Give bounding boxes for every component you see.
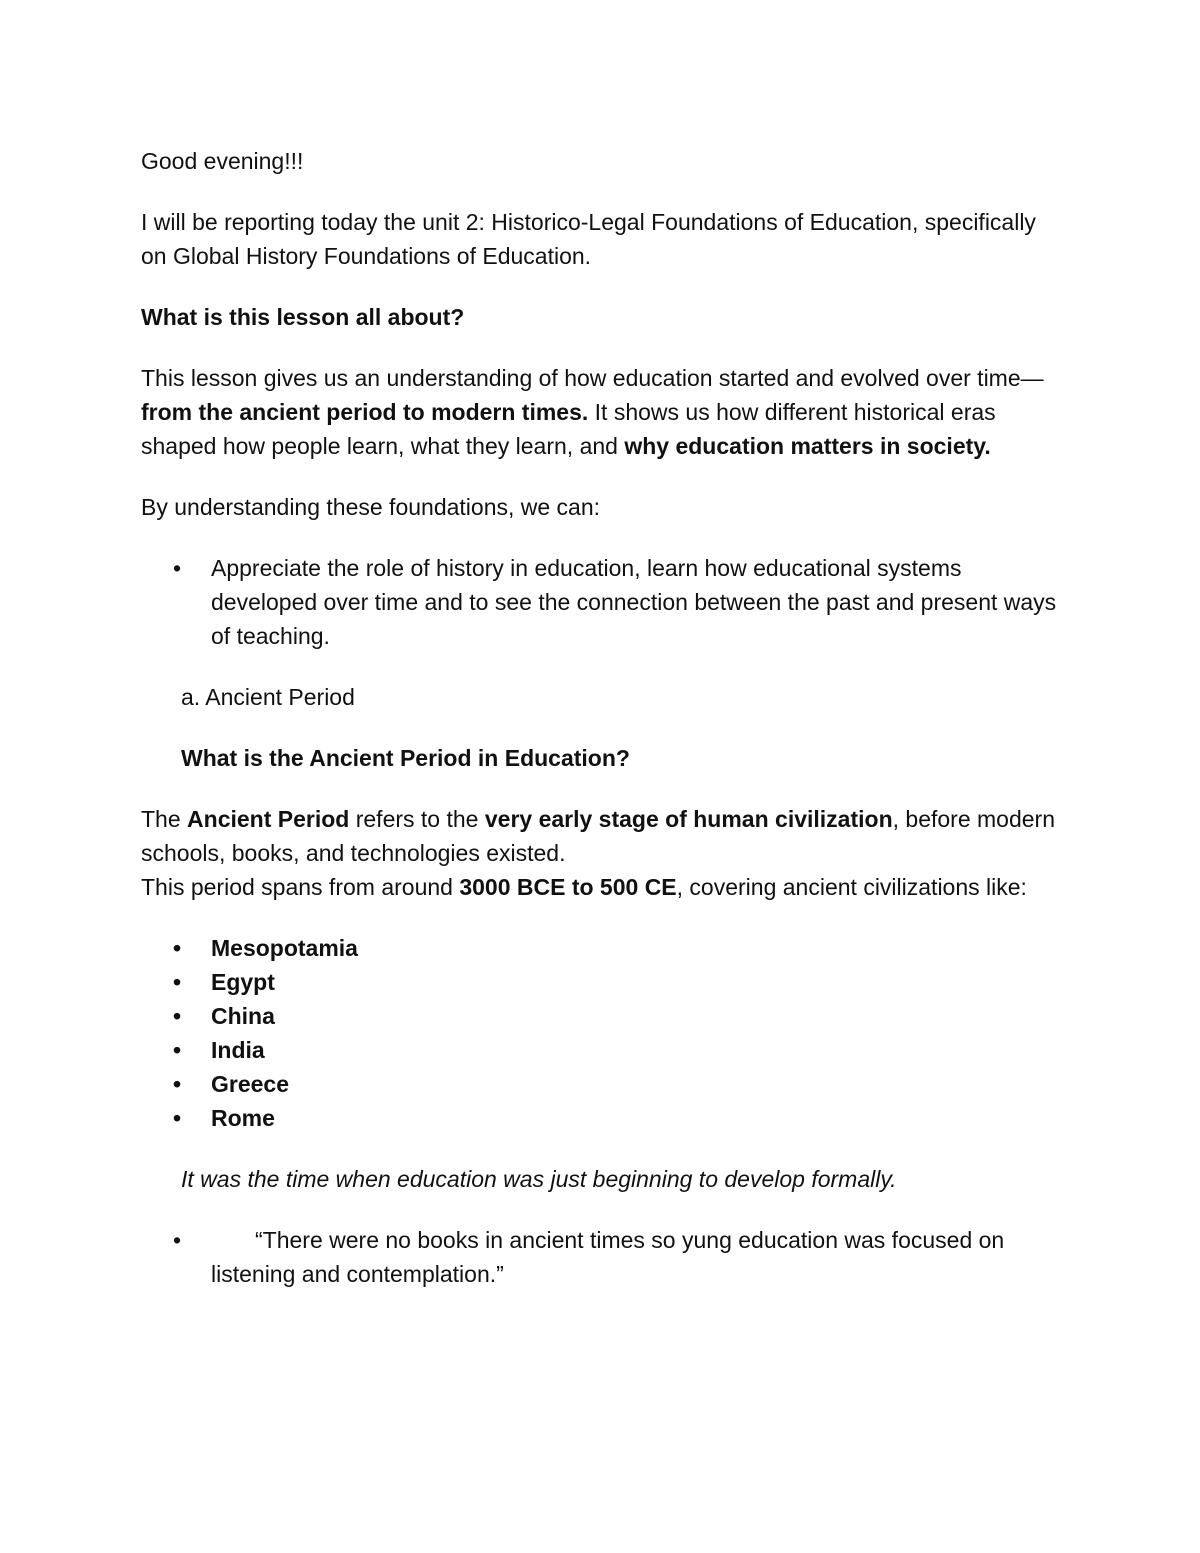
italic-note: It was the time when education was just beginning to develop formally. xyxy=(181,1166,897,1192)
quote-list xyxy=(141,1223,1061,1291)
ancient-paragraph-1: The Ancient Period refers to the very early stage of human civilization, before modern schools, books, and technologies existed. xyxy=(141,806,1055,866)
list-item: • Rome xyxy=(141,1101,1061,1135)
bullet-icon: • xyxy=(173,1037,182,1063)
quote: “There were no books in ancient times so yung education was focused on listening and contemplation.” xyxy=(211,1227,1005,1287)
bullet-icon: • xyxy=(173,1003,182,1029)
list-item: • Appreciate the role of history in education, learn how educational systems developed over time and to see the connection between the past and present ways of teaching. xyxy=(141,551,1061,653)
list-item: • Greece xyxy=(141,1067,1061,1101)
greeting: Good evening!!! xyxy=(141,148,304,174)
bullet-icon: • xyxy=(173,1227,182,1253)
intro-paragraph: I will be reporting today the unit 2: Historico-Legal Foundations of Education, specifically on Global History Foundations of Education. xyxy=(141,209,1036,269)
document-body xyxy=(141,144,1061,1318)
ancient-paragraph-2: This period spans from around 3000 BCE to 500 CE, covering ancient civilizations like: xyxy=(141,874,1027,900)
lesson-paragraph: This lesson gives us an understanding of how education started and evolved over time—from the ancient period to modern times. It shows us how different historical eras shaped how people learn, what they learn, and why education matters in society. xyxy=(141,365,1044,459)
civilizations-list xyxy=(141,931,1061,1135)
bullet-icon: • xyxy=(173,1105,182,1131)
list-item: • China xyxy=(141,999,1061,1033)
understanding-intro: By understanding these foundations, we can: xyxy=(141,494,601,520)
list-item xyxy=(141,1223,1061,1291)
bullet-icon: • xyxy=(173,935,182,961)
ancient-heading: What is the Ancient Period in Education? xyxy=(181,745,630,771)
list-item: • India xyxy=(141,1033,1061,1067)
lesson-heading: What is this lesson all about? xyxy=(141,304,465,330)
benefits-list xyxy=(141,551,1061,653)
list-item: • Mesopotamia xyxy=(141,931,1061,965)
list-item: • Egypt xyxy=(141,965,1061,999)
section-label: a. Ancient Period xyxy=(181,684,355,710)
bullet-icon: • xyxy=(173,1071,182,1097)
bullet-icon: • xyxy=(173,969,182,995)
bullet-icon: • xyxy=(173,555,182,581)
